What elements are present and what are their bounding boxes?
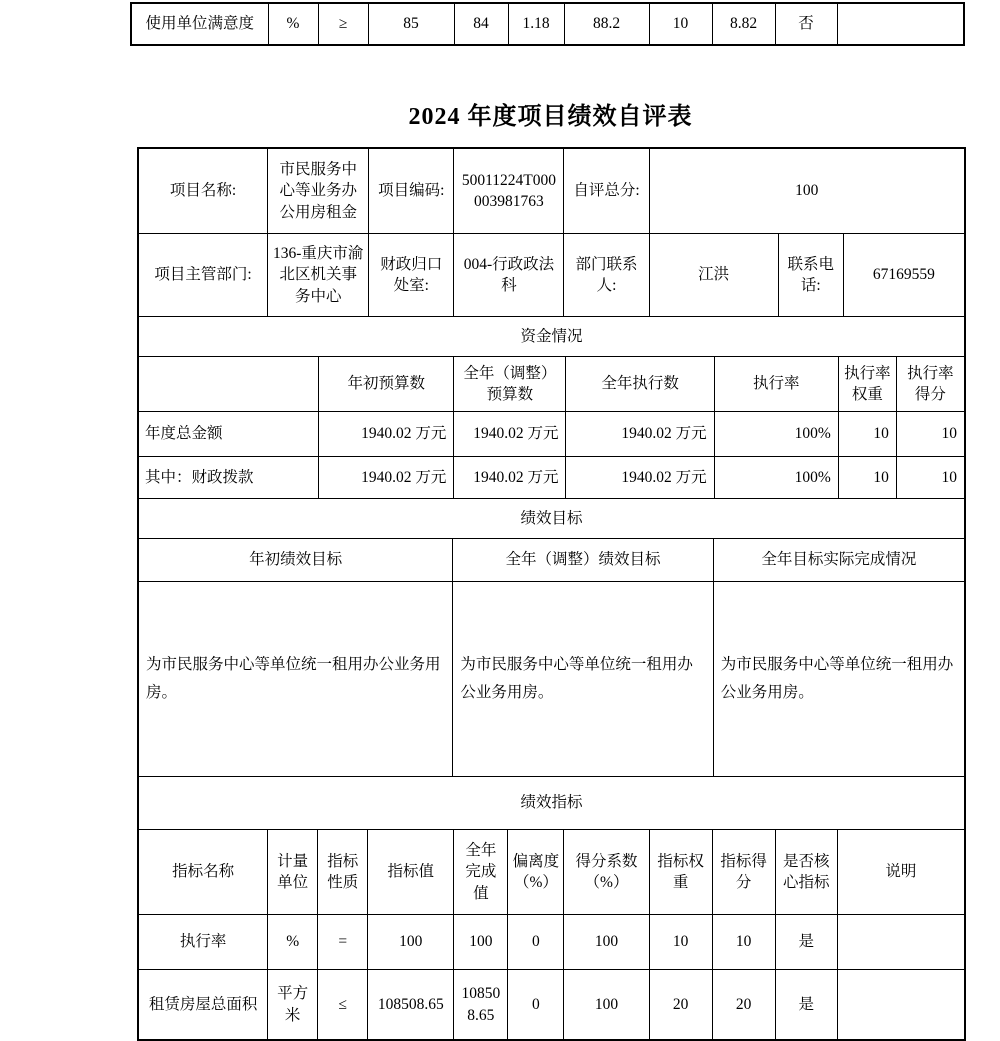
metrics-section-title: 绩效指标 [139,777,965,830]
metric-weight-cell: 10 [649,3,712,45]
metrics-header-target: 指标值 [368,830,454,915]
funding-total-score: 10 [896,412,964,457]
funding-fiscal-rate: 100% [714,457,838,499]
funding-fiscal-executed: 1940.02 万元 [566,457,714,499]
metrics-header-name: 指标名称 [139,830,268,915]
goals-header-row [139,539,965,582]
carryover-metric-table [130,2,965,46]
goal-adjusted-text: 为市民服务中心等单位统一租用办公业务用房。 [453,582,713,777]
phone-value: 67169559 [843,234,964,317]
metric-unit-cell: % [268,3,318,45]
goals-section-row [139,499,965,539]
metric-name-cell: 使用单位满意度 [131,3,268,45]
goals-content-row [139,582,965,777]
funding-fiscal-row [139,457,965,499]
funding-table [138,316,965,499]
metric-deviation-cell: 0 [508,915,564,970]
funding-header-exec-rate: 执行率 [714,357,838,412]
funding-fiscal-initial: 1940.02 万元 [319,457,454,499]
contact-value: 江洪 [649,234,778,317]
metrics-header-nature: 指标性质 [318,830,368,915]
metric-target-cell: 108508.65 [368,970,454,1040]
metric-target-cell: 85 [368,3,454,45]
funding-header-rate-weight: 执行率权重 [838,357,896,412]
funding-fiscal-weight: 10 [838,457,896,499]
funding-header-adjusted-budget: 全年（调整）预算数 [454,357,566,412]
metric-name-cell: 租赁房屋总面积 [139,970,268,1040]
metrics-header-unit: 计量单位 [268,830,318,915]
metric-deviation-cell: 0 [508,970,564,1040]
metrics-header-score: 指标得分 [712,830,775,915]
metric-unit-cell: % [268,915,318,970]
goals-table [138,498,965,777]
metric-score-cell: 10 [712,915,775,970]
metrics-header-note: 说明 [837,830,964,915]
funding-total-weight: 10 [838,412,896,457]
self-eval-table [137,147,966,1041]
funding-header-executed: 全年执行数 [566,357,714,412]
metric-actual-cell: 108508.65 [454,970,508,1040]
project-info-table [138,148,965,317]
metrics-table [138,776,965,1040]
metrics-header-actual: 全年完成值 [454,830,508,915]
project-code-label: 项目编码: [369,149,454,234]
funding-fiscal-score: 10 [896,457,964,499]
funding-fiscal-adjusted: 1940.02 万元 [454,457,566,499]
office-label: 财政归口处室: [369,234,454,317]
metric-nature-cell: = [318,915,368,970]
funding-total-adjusted: 1940.02 万元 [454,412,566,457]
self-score-value: 100 [649,149,964,234]
metrics-header-weight: 指标权重 [649,830,712,915]
funding-header-initial-budget: 年初预算数 [319,357,454,412]
project-name-value: 市民服务中心等业务办公用房租金 [268,149,369,234]
funding-total-executed: 1940.02 万元 [566,412,714,457]
funding-total-rate: 100% [714,412,838,457]
project-code-value: 50011224T000003981763 [454,149,564,234]
metrics-header-core: 是否核心指标 [775,830,837,915]
metric-name-cell: 执行率 [139,915,268,970]
self-score-label: 自评总分: [564,149,649,234]
metric-core-cell: 是 [775,970,837,1040]
metric-unit-cell: 平方米 [268,970,318,1040]
project-name-label: 项目名称: [139,149,268,234]
dept-value: 136-重庆市渝北区机关事务中心 [268,234,369,317]
metric-nature-cell: ≥ [318,3,368,45]
carryover-row [131,3,964,45]
funding-total-row [139,412,965,457]
metric-coefficient-cell: 88.2 [564,3,649,45]
goals-section-title: 绩效目标 [139,499,965,539]
goals-header-adjusted: 全年（调整）绩效目标 [453,539,713,582]
metric-score-cell: 8.82 [712,3,775,45]
metric-deviation-cell: 1.18 [508,3,564,45]
office-value: 004-行政政法科 [454,234,564,317]
goal-actual-text: 为市民服务中心等单位统一租用办公业务用房。 [713,582,964,777]
goals-header-actual: 全年目标实际完成情况 [713,539,964,582]
page-title: 2024 年度项目绩效自评表 [408,104,693,130]
metric-row-exec-rate [139,915,965,970]
metrics-header-coefficient: 得分系数（%） [564,830,649,915]
contact-label: 部门联系人: [564,234,649,317]
metric-core-cell: 否 [775,3,837,45]
funding-section-title: 资金情况 [139,317,965,357]
metric-weight-cell: 10 [649,915,712,970]
dept-label: 项目主管部门: [139,234,268,317]
funding-fiscal-label: 其中：财政拨款 [139,457,319,499]
funding-total-initial: 1940.02 万元 [319,412,454,457]
metric-row-rental-area [139,970,965,1040]
project-name-row [139,149,965,234]
funding-section-row [139,317,965,357]
funding-header-rate-score: 执行率得分 [896,357,964,412]
funding-total-label: 年度总金额 [139,412,319,457]
phone-label: 联系电话: [778,234,843,317]
metric-coefficient-cell: 100 [564,970,649,1040]
metric-coefficient-cell: 100 [564,915,649,970]
funding-header-row [139,357,965,412]
metrics-section-row [139,777,965,830]
metrics-header-deviation: 偏离度（%） [508,830,564,915]
goal-initial-text: 为市民服务中心等单位统一租用办公业务用房。 [139,582,453,777]
metric-target-cell: 100 [368,915,454,970]
metric-actual-cell: 100 [454,915,508,970]
metric-nature-cell: ≤ [318,970,368,1040]
metric-score-cell: 20 [712,970,775,1040]
metric-weight-cell: 20 [649,970,712,1040]
metric-core-cell: 是 [775,915,837,970]
project-dept-row [139,234,965,317]
metrics-header-row [139,830,965,915]
metric-note-cell [837,3,964,45]
funding-header-empty [139,357,319,412]
goals-header-initial: 年初绩效目标 [139,539,453,582]
metric-note-cell [837,970,964,1040]
metric-actual-cell: 84 [454,3,508,45]
metric-note-cell [837,915,964,970]
